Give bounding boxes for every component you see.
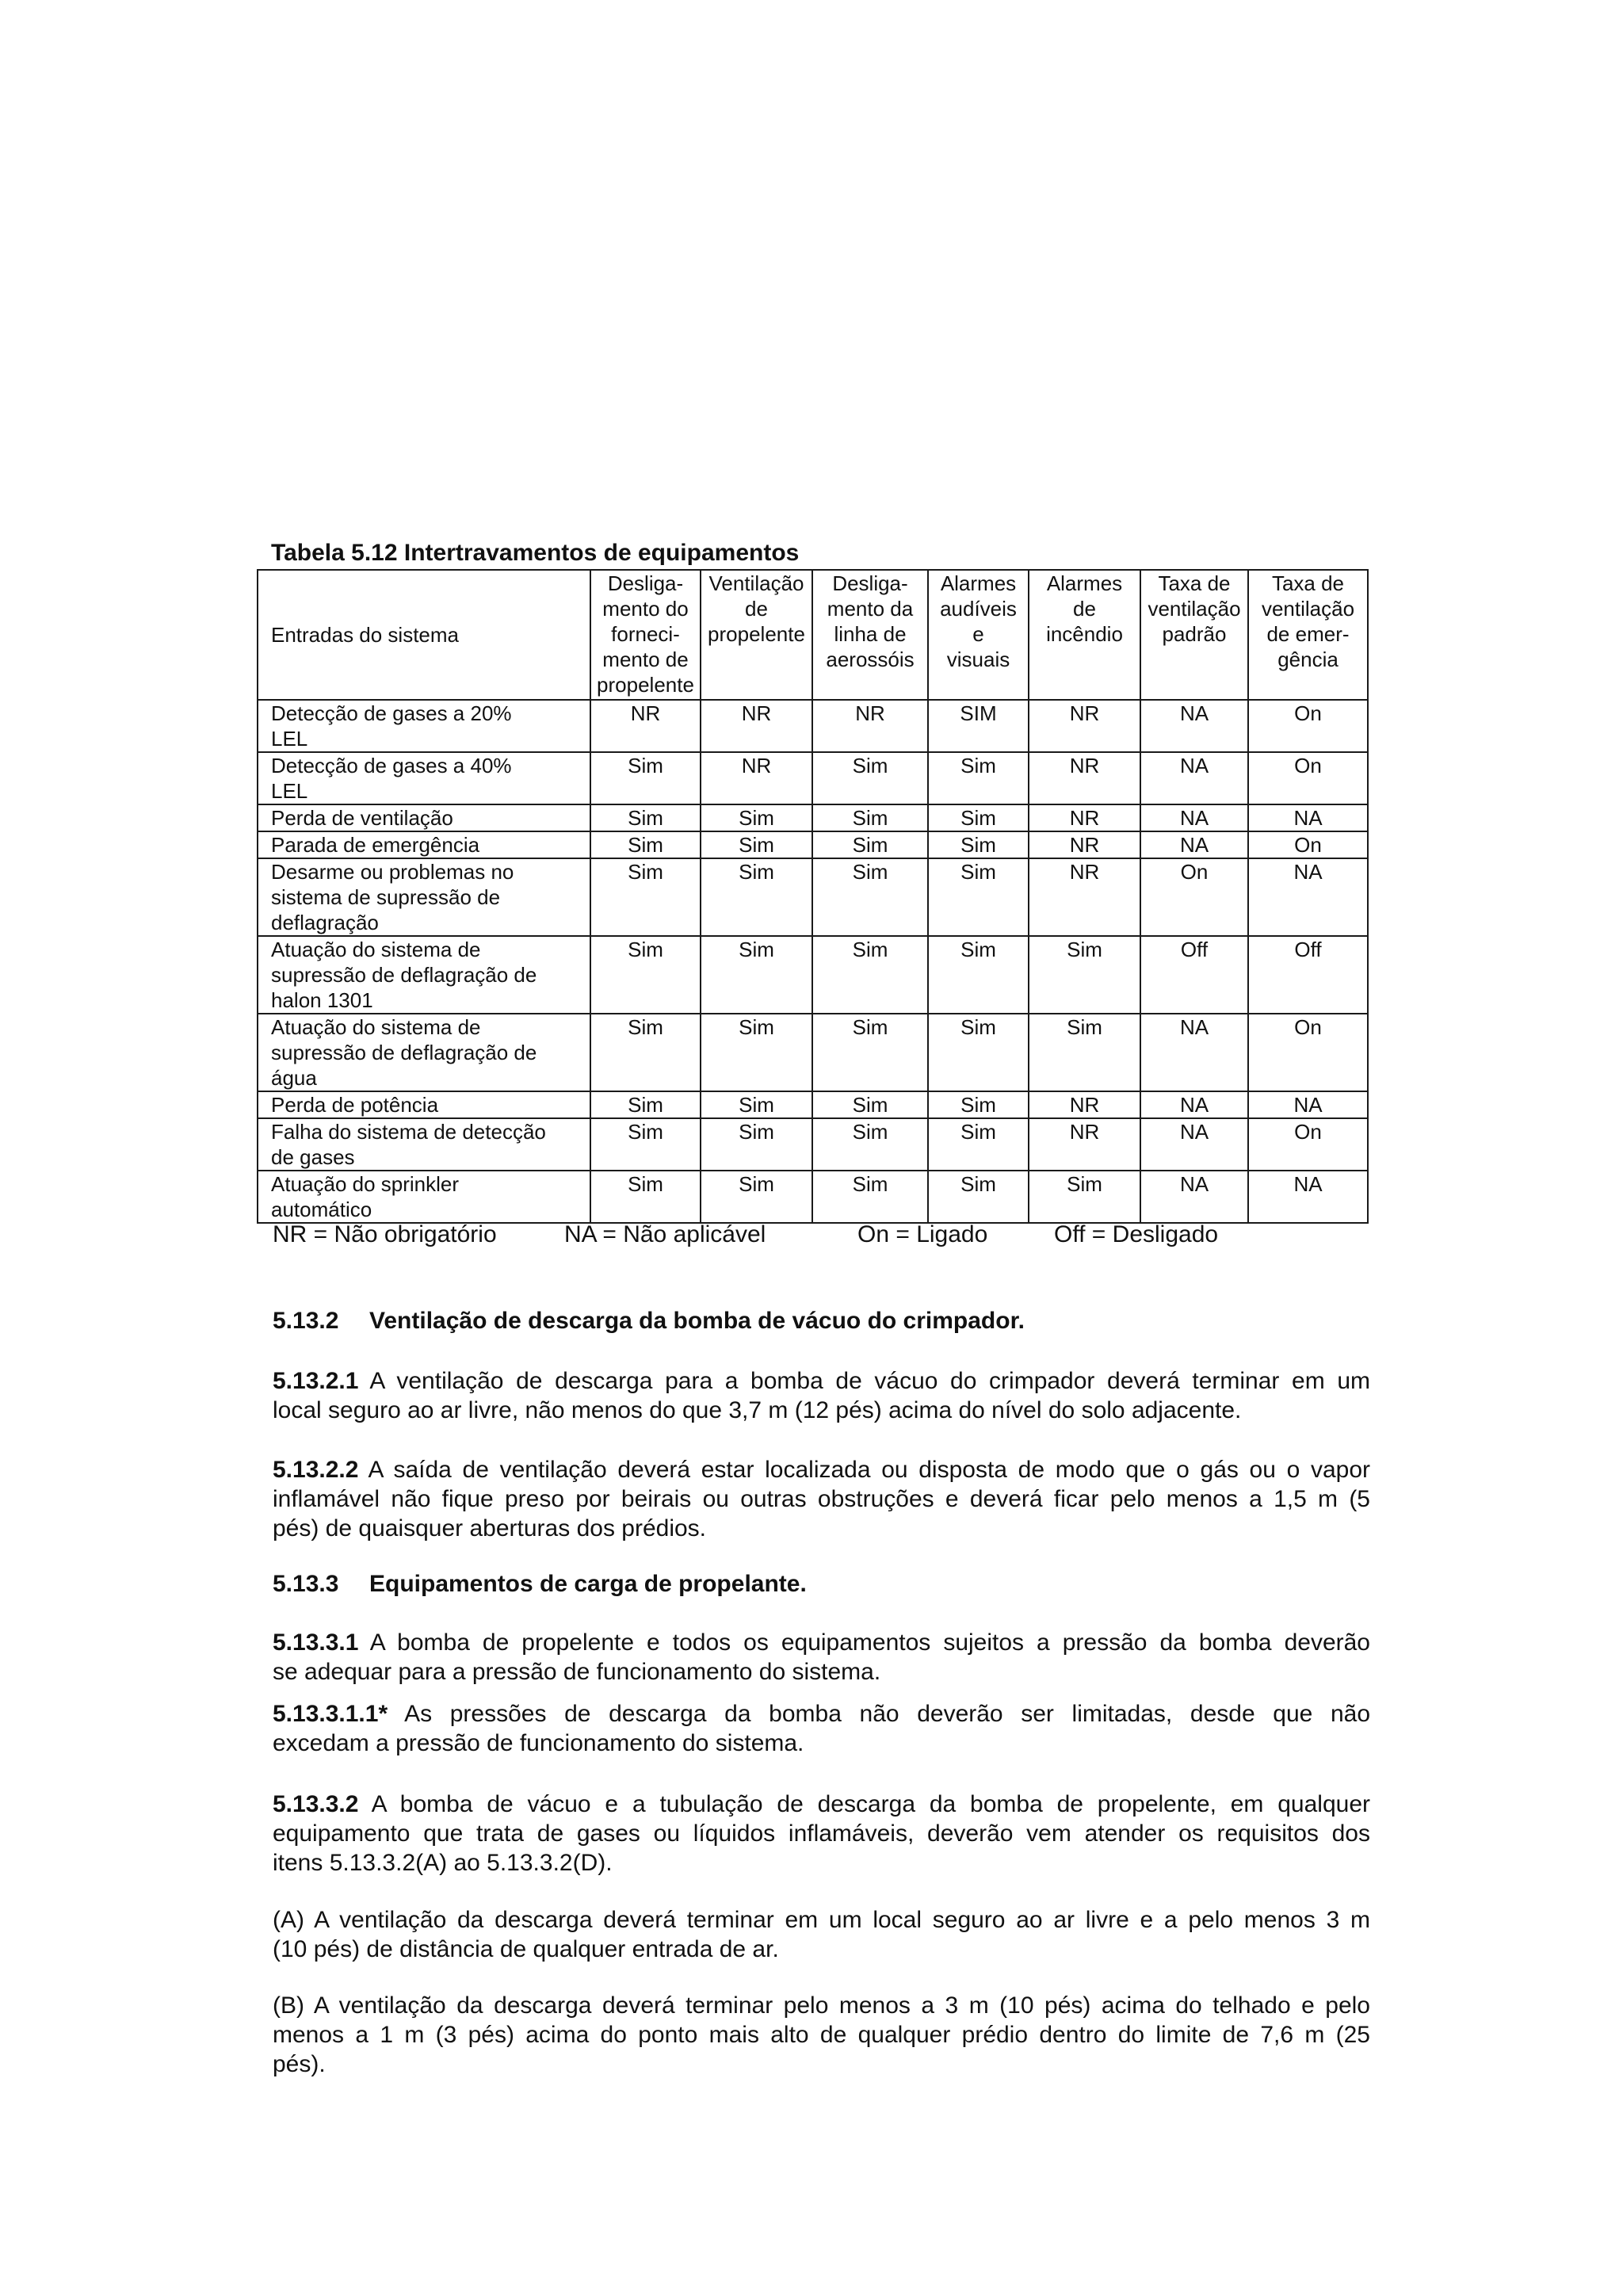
header-line: gência [1277,648,1338,671]
legend-na: NA = Não aplicável [564,1221,766,1247]
row-label-line: automático [271,1198,372,1221]
row-label [258,831,590,858]
table-row [258,1091,1368,1118]
legend-on: On = Ligado [857,1221,988,1247]
table-row [258,752,1368,804]
column-header-5 [1029,570,1140,700]
table-cell: Sim [701,1171,812,1223]
table-cell: NA [1140,804,1248,831]
header-line: aerossóis [826,648,915,671]
header-line: mento da [827,597,914,621]
table-cell: Sim [701,858,812,936]
paragraph-line [273,1790,1370,1819]
row-label-line: Perda de potência [271,1093,439,1117]
table-cell: NR [590,700,701,752]
interlock-table [257,569,1369,1224]
table-cell: Sim [590,1014,701,1091]
table-row [258,831,1368,858]
paragraph-text: local seguro ao ar livre, não menos do que 3,7 m (12 pés) acima do nível do solo adjacente. [273,1397,1242,1423]
legend-off: Off = Desligado [1054,1221,1219,1247]
row-label [258,1171,590,1223]
table-cell: NA [1140,1118,1248,1171]
paragraph-text: excedam a pressão de funcionamento do sistema. [273,1730,804,1756]
row-label-line: halon 1301 [271,988,373,1012]
paragraph-number: 5.13.3.2 [273,1791,359,1817]
table-cell: NA [1140,1171,1248,1223]
paragraph-text: A saída de ventilação deverá estar localizada ou disposta de modo que o gás ou o vapor [358,1457,1370,1483]
table-cell: Sim [701,804,812,831]
table-cell: Sim [812,1171,928,1223]
paragraph-5-13-2-1 [273,1366,1370,1425]
paragraph-text: (10 pés) de distância de qualquer entrada de ar. [273,1936,779,1962]
table-cell: NA [1248,858,1368,936]
table-cell: NR [1029,804,1140,831]
header-line: Alarmes [940,571,1017,595]
section-heading-5-13-3 [273,1569,807,1599]
paragraph-line [273,1628,1370,1657]
table-cell: Off [1248,936,1368,1014]
paragraph-line [273,2020,1370,2050]
row-label [258,1118,590,1171]
paragraph-5-13-2-2 [273,1455,1370,1543]
section-number: 5.13.2 [273,1308,339,1334]
header-line: audíveis [940,597,1017,621]
table-cell: NR [1029,752,1140,804]
paragraph-line [273,1699,1370,1729]
table-cell: NA [1248,804,1368,831]
paragraph-5-13-3-1-1 [273,1699,1370,1758]
row-label-line: Falha do sistema de detecção [271,1120,546,1144]
paragraph-item-a [273,1905,1370,1964]
header-line: Alarmes [1046,571,1123,595]
paragraph-text: inflamável não fique preso por beirais ou outras obstruções e deverá ficar pelo menos a 1,5 m (5 [273,1486,1370,1512]
header-line: visuais [946,648,1010,671]
table-cell: Sim [1029,936,1140,1014]
row-label-line: Desarme ou problemas no [271,860,514,884]
table-cell: Sim [928,1014,1029,1091]
table-row [258,1118,1368,1171]
row-label-line: Atuação do sistema de [271,1015,481,1039]
section-number: 5.13.3 [273,1571,339,1597]
column-header-3 [812,570,928,700]
table-cell: Sim [701,1118,812,1171]
paragraph-text: menos a 1 m (3 pés) acima do ponto mais alto de qualquer prédio dentro do limite de 7,6 m (25 [273,2022,1370,2048]
paragraph-number: 5.13.3.1 [273,1629,359,1656]
table-cell: NA [1140,1091,1248,1118]
table-cell: Sim [928,831,1029,858]
table-cell: Sim [590,858,701,936]
paragraph-text: se adequar para a pressão de funcionamento do sistema. [273,1659,881,1685]
table-cell: On [1140,858,1248,936]
row-label-line: deflagração [271,911,379,934]
table-cell: Sim [590,831,701,858]
paragraph-text: As pressões de descarga da bomba não deverão ser limitadas, desde que não [388,1701,1370,1727]
table-cell: Sim [590,752,701,804]
row-label-line: LEL [271,779,308,803]
paragraph-text: pés). [273,2051,326,2077]
row-label-line: Parada de emergência [271,833,480,857]
paragraph-item-b [273,1991,1370,2079]
table-cell: Sim [812,1014,928,1091]
table-cell: NA [1248,1091,1368,1118]
table-cell: Sim [590,936,701,1014]
paragraph-line [273,1657,1370,1687]
header-line: de [745,597,768,621]
table-cell: SIM [928,700,1029,752]
table-cell: NR [812,700,928,752]
table-cell: On [1248,700,1368,752]
table-cell: Sim [1029,1014,1140,1091]
paragraph-text: itens 5.13.3.2(A) ao 5.13.3.2(D). [273,1850,613,1876]
row-label-line: supressão de deflagração de [271,1041,537,1064]
table-cell: Sim [928,804,1029,831]
row-label-line: supressão de deflagração de [271,963,537,987]
column-header-6 [1140,570,1248,700]
table-cell: NA [1140,752,1248,804]
header-line: Taxa de [1271,571,1345,595]
table-cell: Sim [812,831,928,858]
row-label-line: água [271,1066,317,1090]
row-label [258,1014,590,1091]
row-label [258,858,590,936]
paragraph-line [273,1848,1370,1878]
table-cell: Sim [812,858,928,936]
table-cell: Off [1140,936,1248,1014]
header-line: incêndio [1046,622,1123,646]
table-cell: NA [1140,831,1248,858]
paragraph-line [273,1484,1370,1514]
row-label-line: Perda de ventilação [271,806,453,830]
table-title: Tabela 5.12 Intertravamentos de equipamentos [271,540,800,566]
table-cell: On [1248,752,1368,804]
row-label [258,1091,590,1118]
table-cell: NR [1029,1118,1140,1171]
paragraph-text: A bomba de vácuo e a tubulação de descarga da bomba de propelente, em qualquer [358,1791,1370,1817]
paragraph-line [273,1514,1370,1543]
table-cell: NA [1140,700,1248,752]
header-line: propelente [708,622,805,646]
table-row [258,936,1368,1014]
table-cell: Sim [590,1091,701,1118]
paragraph-text: pés) de quaisquer aberturas dos prédios. [273,1515,707,1541]
header-line: Taxa de [1158,571,1231,595]
paragraph-text: A bomba de propelente e todos os equipamentos sujeitos a pressão da bomba deverão [358,1629,1370,1656]
header-line: de [1073,597,1096,621]
table-cell: NR [701,752,812,804]
paragraph-line [273,1991,1370,2020]
table-row [258,804,1368,831]
table-cell: Sim [590,804,701,831]
table-cell: Sim [1029,1171,1140,1223]
paragraph-line [273,1905,1370,1935]
header-line: propelente [597,673,694,697]
table-cell: Sim [812,804,928,831]
row-label [258,804,590,831]
table-cell: NR [1029,1091,1140,1118]
header-line: Desliga- [832,571,908,595]
column-header-4 [928,570,1029,700]
column-header-7 [1248,570,1368,700]
table-cell: NR [1029,700,1140,752]
paragraph-text: A ventilação de descarga para a bomba de vácuo do crimpador deverá terminar em um [358,1368,1370,1394]
section-title: Equipamentos de carga de propelante. [369,1571,807,1597]
paragraph-5-13-3-1 [273,1628,1370,1687]
legend-nr: NR = Não obrigatório [273,1221,497,1247]
paragraph-line [273,1366,1370,1396]
paragraph-line [273,1819,1370,1848]
table-cell: Sim [928,1091,1029,1118]
table-cell: Sim [701,1014,812,1091]
table-cell: Sim [928,858,1029,936]
header-line: mento do [602,597,689,621]
row-label-line: Detecção de gases a 40% [271,754,512,777]
table-cell: Sim [928,752,1029,804]
table-cell: Sim [701,831,812,858]
row-label-line: Detecção de gases a 20% [271,701,512,725]
column-header-inputs: Entradas do sistema [258,570,590,700]
table-cell: Sim [928,936,1029,1014]
header-line: de emer- [1266,622,1350,646]
row-label [258,936,590,1014]
paragraph-text: (B) A ventilação da descarga deverá terminar pelo menos a 3 m (10 pés) acima do telhado e pelo [273,1992,1370,2019]
row-label-line: LEL [271,727,308,751]
table-cell: NR [1029,858,1140,936]
header-line: linha de [834,622,907,646]
paragraph-5-13-3-2 [273,1790,1370,1878]
table-cell: On [1248,831,1368,858]
paragraph-line [273,1455,1370,1484]
table-cell: NR [1029,831,1140,858]
table-cell: Sim [590,1171,701,1223]
table-row [258,700,1368,752]
table-cell: Sim [812,1118,928,1171]
header-line: padrão [1162,622,1227,646]
table-cell: Sim [812,936,928,1014]
table-row [258,1171,1368,1223]
column-header-1 [590,570,701,700]
table-cell: NA [1248,1171,1368,1223]
section-heading-5-13-2 [273,1306,1025,1335]
table-cell: Sim [701,1091,812,1118]
column-header-2 [701,570,812,700]
paragraph-number: 5.13.3.1.1* [273,1701,388,1727]
paragraph-line [273,1935,1370,1964]
table-cell: On [1248,1118,1368,1171]
row-label [258,700,590,752]
row-label-line: Atuação do sistema de [271,938,481,961]
header-line: ventilação [1261,597,1355,621]
table-cell: On [1248,1014,1368,1091]
header-line: forneci- [611,622,680,646]
paragraph-line [273,1729,1370,1758]
table-cell: Sim [928,1171,1029,1223]
paragraph-number: 5.13.2.1 [273,1368,359,1394]
table-cell: Sim [590,1118,701,1171]
header-line: mento de [602,648,689,671]
table-cell: Sim [812,752,928,804]
section-title: Ventilação de descarga da bomba de vácuo do crimpador. [369,1308,1025,1334]
row-label [258,752,590,804]
paragraph-line [273,2050,1370,2079]
row-label-line: sistema de supressão de [271,885,501,909]
header-line: Desliga- [607,571,684,595]
paragraph-line [273,1396,1370,1425]
header-line: Ventilação [708,571,804,595]
table-row [258,1014,1368,1091]
paragraph-text: equipamento que trata de gases ou líquidos inflamáveis, deverão vem atender os requisitos dos [273,1820,1370,1847]
row-label-line: de gases [271,1145,355,1169]
table-cell: Sim [928,1118,1029,1171]
table-header-row [258,570,1368,700]
table-cell: NR [701,700,812,752]
paragraph-number: 5.13.2.2 [273,1457,359,1483]
table-cell: NA [1140,1014,1248,1091]
paragraph-text: (A) A ventilação da descarga deverá terminar em um local seguro ao ar livre e a pelo menos 3 m [273,1907,1370,1933]
header-line: ventilação [1148,597,1241,621]
table-cell: Sim [812,1091,928,1118]
header-line: e [972,622,984,646]
table-cell: Sim [701,936,812,1014]
table-row [258,858,1368,936]
row-label-line: Atuação do sprinkler [271,1172,460,1196]
